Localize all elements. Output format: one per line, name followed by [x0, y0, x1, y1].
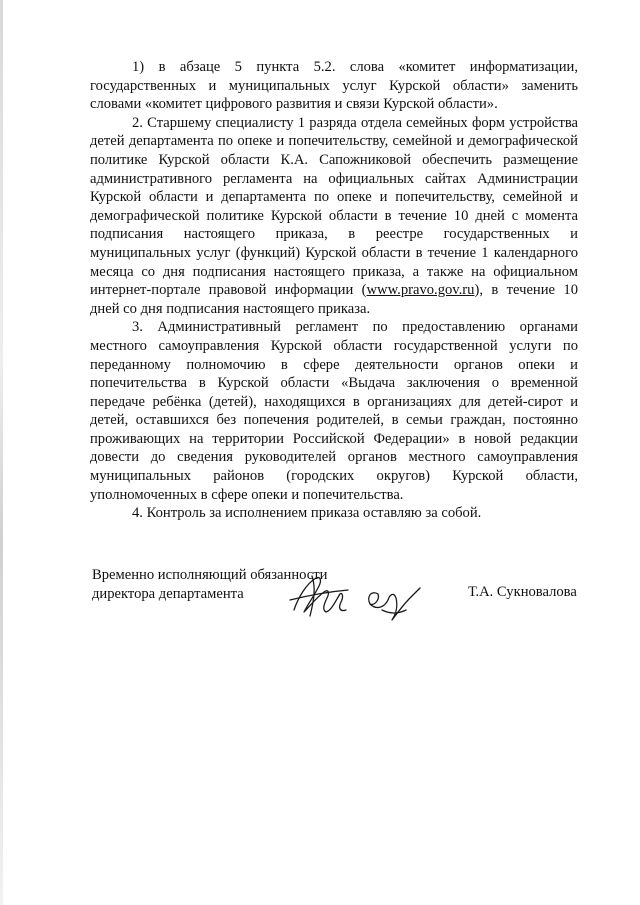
- handwritten-signature: [286, 570, 436, 622]
- pravo-gov-link[interactable]: www.pravo.gov.ru: [366, 282, 475, 299]
- paragraph-1-text: в абзаце 5 пункта 5.2. слова «комитет информатизации, государственных и муниципальных услуг Курской области» заменить словами «комитет цифрового развития и связи Курской области».: [90, 59, 578, 113]
- signatory-role-line-1: Временно исполняющий обязанности: [92, 567, 328, 583]
- document-body: [90, 58, 578, 523]
- paragraph-1-number: 1): [132, 59, 145, 75]
- paragraph-3: 3. Административный регламент по предоставлению органами местного самоуправления Курской области государственной услуги по переданному полномочию в сфере деятельности органов опеки и попечительства в Курской области «Выдача заключения о временной передаче ребёнка (детей), находящихся в организациях для детей-сирот и детей, оставшихся без попечения родителей, в семьи граждан, постоянно проживающих на территории Российской Федерации» в новой редакции довести до сведения руководителей органов местного самоуправления муниципальных районов (городских округов) Курской области, уполномоченных в сфере опеки и попечительства.: [90, 319, 578, 503]
- paragraph-2: [90, 114, 578, 319]
- paragraph-1: [90, 58, 578, 114]
- signatory-role-line-2: директора департамента: [92, 585, 244, 602]
- paragraph-2-text-end: ), в течение 10 дней со дня подписания настоящего приказа.: [90, 282, 578, 317]
- signatory-name: Т.А. Сукновалова: [468, 584, 577, 600]
- paragraph-4: 4. Контроль за исполнением приказа оставляю за собой.: [132, 505, 482, 522]
- scan-edge: [0, 0, 3, 905]
- paragraph-2-text-start: 2. Старшему специалисту 1 разряда отдела семейных форм устройства детей департамента по опеке и попечительству, семейной и демографической политике Курской области К.А. Сапожниковой обеспечить размещение административного регламента на официальных сайтах Администрации Курской области и департамента по опеке и попечительству, семейной и демографической политике Курской области в течение 10 дней с момента подписания настоящего приказа, в реестре государственных и муниципальных услуг (функций) Курской области в течение 1 календарного месяца со дня подписания настоящего приказа, а также на официальном интернет-портале правовой информации (: [90, 114, 578, 299]
